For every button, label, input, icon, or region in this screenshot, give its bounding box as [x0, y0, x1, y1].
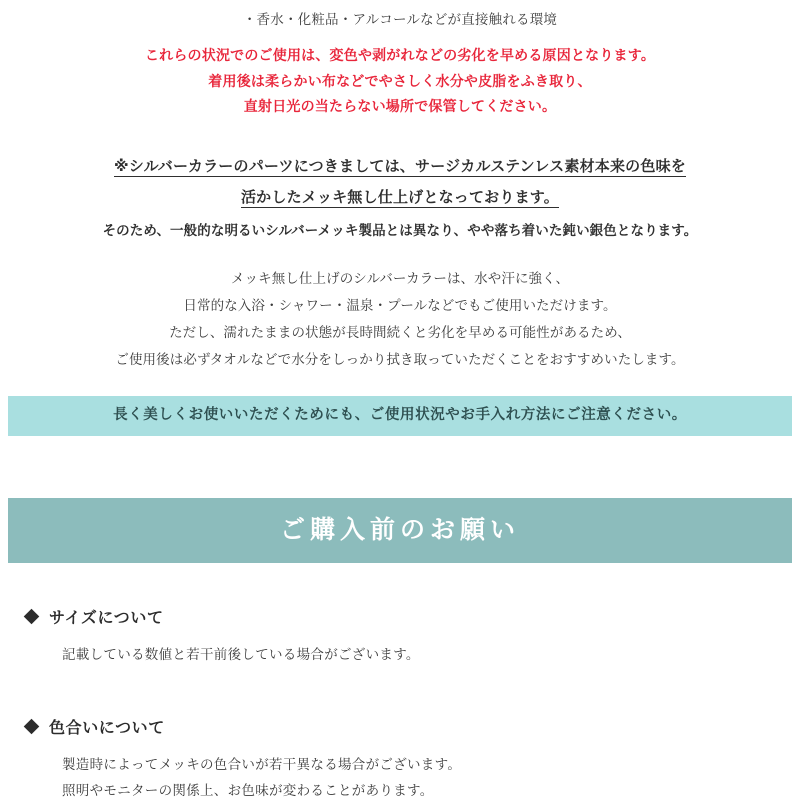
silver-notice-subline: そのため、一般的な明るいシルバーメッキ製品とは異なり、やや落ち着いた鈍い銀色となります。: [102, 222, 698, 239]
care-warning-line-2: 着用後は柔らかい布などでやさしく水分や皮脂をふき取り、: [208, 73, 592, 90]
list-item: [26, 715, 800, 804]
silver-notice-heading: [0, 151, 800, 213]
silver-heading-line-2: 活かしたメッキ無し仕上げとなっております。: [240, 188, 559, 207]
silver-body-line-1: メッキ無し仕上げのシルバーカラーは、水や汗に強く、: [230, 271, 570, 288]
before-purchase-items: [0, 605, 800, 804]
item-title-color: [26, 715, 800, 738]
item-body-color: [26, 752, 800, 804]
silver-body-line-2: 日常的な入浴・シャワー・温泉・プールなどでもご使用いただけます。: [183, 298, 617, 315]
silver-body-line-4: ご使用後は必ずタオルなどで水分をしっかり拭き取っていただくことをおすすめいたします。: [115, 352, 685, 369]
diamond-bullet-icon: [24, 609, 40, 625]
care-highlight-banner: 長く美しくお使いいただくためにも、ご使用状況やお手入れ方法にご注意ください。: [8, 396, 792, 436]
care-environment-line: ・香水・化粧品・アルコールなどが直接触れる環境: [242, 12, 558, 28]
item-title-label: 色合いについて: [49, 717, 165, 737]
silver-notice-body: [0, 266, 800, 374]
care-instructions-block: [0, 0, 800, 121]
item-body-line: 製造時によってメッキの色合いが若干異なる場合がございます。: [62, 756, 462, 773]
diamond-bullet-icon: [24, 718, 40, 734]
section-header-before-purchase: ご購入前のお願い: [8, 498, 792, 563]
silver-body-line-3: ただし、濡れたままの状態が長時間続くと劣化を早める可能性があるため、: [169, 325, 631, 342]
care-warning-line-3: 直射日光の当たらない場所で保管してください。: [243, 99, 557, 116]
care-warning-group: [0, 44, 800, 122]
care-warning-line-1: これらの状況でのご使用は、変色や剥がれなどの劣化を早める原因となります。: [144, 47, 656, 64]
item-title-size: [26, 605, 800, 628]
silver-heading-line-1: ※シルバーカラーのパーツにつきましては、サージカルステンレス素材本来の色味を: [114, 157, 686, 176]
item-body-line: 記載している数値と若干前後している場合がございます。: [62, 647, 420, 664]
item-body-line: 照明やモニターの関係上、お色味が変わることがあります。: [62, 782, 434, 799]
item-title-label: サイズについて: [49, 608, 164, 628]
list-item: [26, 605, 800, 668]
silver-color-notice: [0, 151, 800, 374]
item-body-size: [26, 642, 800, 668]
